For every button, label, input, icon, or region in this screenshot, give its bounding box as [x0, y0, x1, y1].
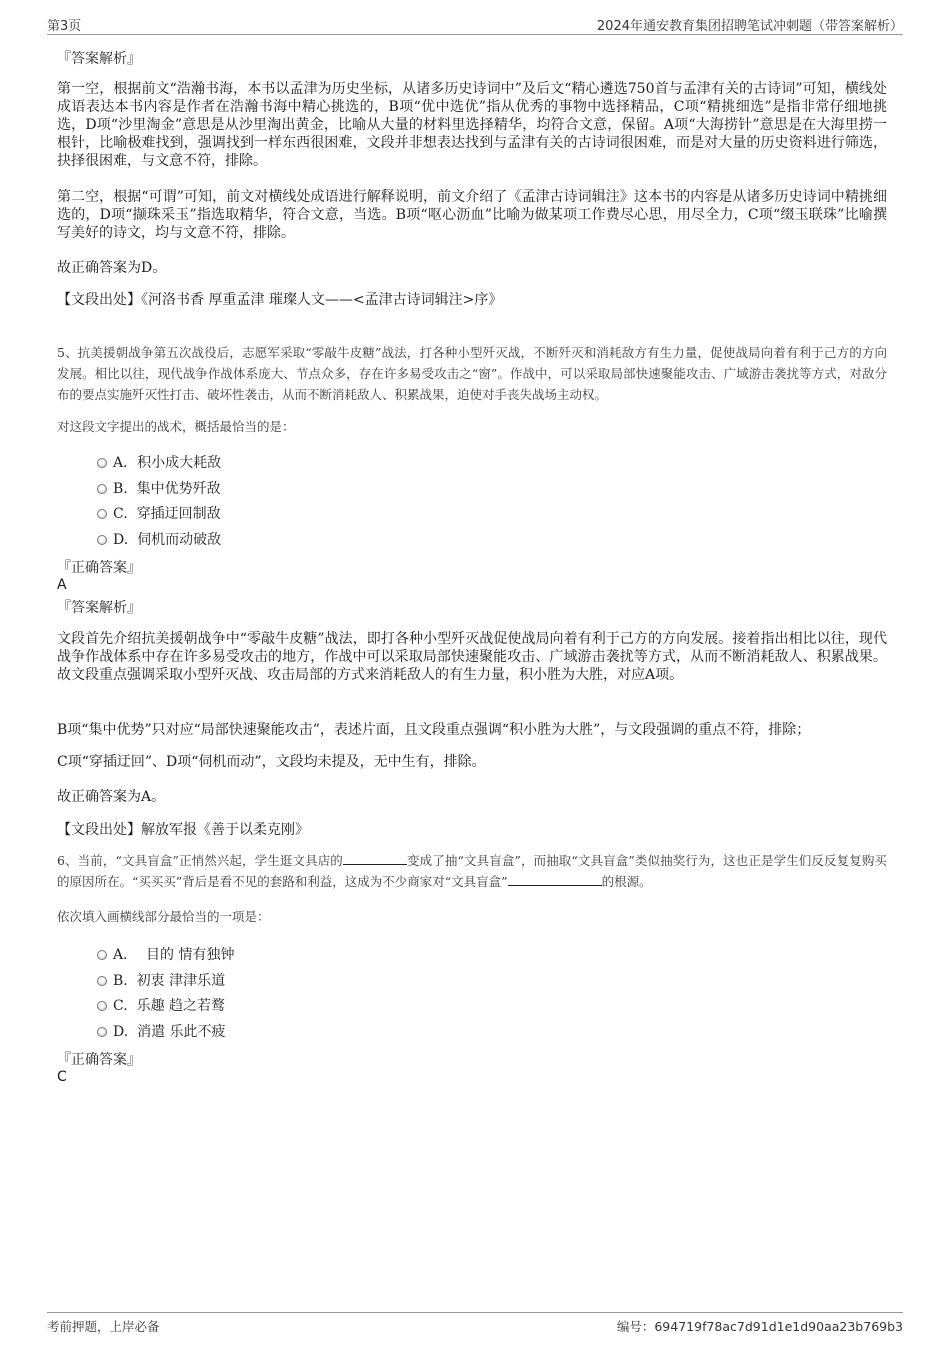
analysis-paragraph-3: C项“穿插迂回”、D项“伺机而动”，文段均未提及，无中生有，排除。: [57, 754, 486, 770]
option-d[interactable]: [97, 1021, 226, 1041]
analysis-label: 『答案解析』: [57, 600, 141, 616]
radio-icon[interactable]: [97, 484, 107, 494]
source-citation: 【文段出处】解放军报《善于以柔克刚》: [57, 822, 309, 838]
option-text: 目的 情有独钟: [146, 947, 235, 963]
page-footer: [47, 1312, 903, 1339]
option-key: C.: [113, 998, 128, 1014]
option-text: 积小成大耗敌: [137, 455, 222, 471]
analysis-paragraph-1: 第一空，根据前文“浩瀚书海，本书以孟津为历史坐标，从诸多历史诗词中”及后文“精心遴选750首与孟津有关的古诗词”可知，横线处成语表达本书内容是作者在浩瀚书海中精心挑选的，B项“优中选优”指从优秀的事物中选择精品，C项“精挑细选”是指非常仔细地挑选，D项“沙里淘金”意思是从沙里淘出黄金，比喻从大量的材料里选择精华，均符合文意，保留。A项“大海捞针”意思是在大海里捞一根针，比喻极难找到，强调找到一样东西很困难，文段并非想表达找到与孟津有关的古诗词很困难，而是对大量的历史资料进行筛选，抉择很困难，与文意不符，排除。: [57, 81, 887, 169]
option-a[interactable]: [97, 944, 234, 964]
option-text: 初衷 津津乐道: [136, 973, 226, 989]
analysis-paragraph-2: 第二空，根据“可谓”可知，前文对横线处成语进行解释说明，前文介绍了《孟津古诗词辑注》这本书的内容是从诸多历史诗词中精挑细选的，D项“撷珠采玉”指选取精华，符合文意，当选。B项“呕心沥血”比喻为做某项工作费尽心思，用尽全力，C项“缀玉联珠”比喻撰写美好的诗文，均与文意不符，排除。: [57, 189, 887, 241]
source-citation: 【文段出处】《河洛书香 厚重孟津 璀璨人文——<孟津古诗词辑注>序》: [57, 292, 503, 308]
option-b[interactable]: [97, 970, 225, 990]
analysis-conclusion: 故正确答案为D。: [57, 260, 167, 276]
fill-blank-1: [343, 852, 407, 865]
radio-icon[interactable]: [97, 950, 107, 960]
document-title: 2024年通安教育集团招聘笔试冲刺题（带答案解析）: [596, 19, 903, 34]
option-b[interactable]: [97, 478, 221, 498]
option-d[interactable]: [97, 529, 221, 549]
option-text: 穿插迂回制敌: [136, 506, 221, 522]
footer-slogan: 考前押题，上岸必备: [47, 1319, 160, 1334]
correct-answer-value: A: [57, 577, 67, 593]
analysis-paragraph-2: B项“集中优势”只对应“局部快速聚能攻击”，表述片面，且文段重点强调“积小胜为大胜”，与文段强调的重点不符，排除；: [57, 722, 811, 738]
radio-icon[interactable]: [97, 1001, 107, 1011]
option-key: B.: [113, 481, 128, 497]
option-key: A．: [113, 947, 138, 963]
radio-icon[interactable]: [97, 509, 107, 519]
option-c[interactable]: [97, 503, 221, 523]
correct-answer-label: 『正确答案』: [57, 560, 141, 576]
analysis-paragraph-1: 文段首先介绍抗美援朝战争中“零敲牛皮糖”战法，即打各种小型歼灭战促使战局向着有利于己方的方向发展。接着指出相比以往，现代战争作战体系中存在许多易受攻击的地方，作战中可以采取局部快速聚能攻击、广域游击袭扰等方式，从而不断消耗敌人、积累战果。故文段重点强调采取小型歼灭战、攻击局部的方式来消耗敌人的有生力量，积小胜为大胜，对应A项。: [57, 631, 887, 683]
radio-icon[interactable]: [97, 458, 107, 468]
option-c[interactable]: [97, 995, 225, 1015]
correct-answer-value: C: [57, 1069, 67, 1085]
radio-icon[interactable]: [97, 1027, 107, 1037]
question-5-prompt: 对这段文字提出的战术，概括最恰当的是：: [57, 419, 295, 434]
document-code-value: 694719f78ac7d91d1e1d90aa23b769b3: [654, 1319, 903, 1334]
option-text: 消遣 乐此不疲: [137, 1024, 226, 1040]
question-6-prompt: 依次填入画横线部分最恰当的一项是：: [57, 909, 270, 924]
option-text: 集中优势歼敌: [136, 481, 221, 497]
radio-icon[interactable]: [97, 976, 107, 986]
option-key: D.: [113, 1024, 129, 1040]
option-key: A．: [113, 455, 138, 471]
analysis-label: 『答案解析』: [57, 51, 141, 67]
option-key: C.: [113, 506, 128, 522]
analysis-conclusion: 故正确答案为A。: [57, 789, 166, 805]
question-5-stem: 5、抗美援朝战争第五次战役后，志愿军采取“零敲牛皮糖”战法，打各种小型歼灭战，不断歼灭和消耗敌方有生力量，促使战局向着有利于己方的方向发展。相比以往，现代战争作战体系庞大、节点众多，存在许多易受攻击之“窗”。作战中，可以采取局部快速聚能攻击、广域游击袭扰等方式，对敌分布的要点实施歼灭性打击、破坏性袭击，从而不断消耗敌人、积累战果，迫使对手丧失战场主动权。: [57, 345, 887, 402]
document-code: 编号：694719f78ac7d91d1e1d90aa23b769b3: [616, 1319, 903, 1334]
page-header: [47, 12, 903, 35]
option-text: 伺机而动破敌: [137, 532, 222, 548]
option-key: D.: [113, 532, 129, 548]
option-a[interactable]: [97, 452, 221, 472]
correct-answer-label: 『正确答案』: [57, 1052, 141, 1068]
radio-icon[interactable]: [97, 535, 107, 545]
fill-blank-2: [508, 873, 602, 886]
page-number: 第3页: [47, 19, 82, 34]
option-key: B.: [113, 973, 128, 989]
option-text: 乐趣 趋之若鹜: [136, 998, 226, 1014]
question-6-stem: 6、当前，“文具盲盒”正悄然兴起，学生逛文具店的 变成了抽“文具盲盒”，而抽取“文具盲盒”类似抽奖行为，这也正是学生们反反复复购买的原因所在。“买买买”背后是看不见的套路和利益，这成为不少商家对“文具盲盒” 的根源。: [57, 853, 887, 889]
